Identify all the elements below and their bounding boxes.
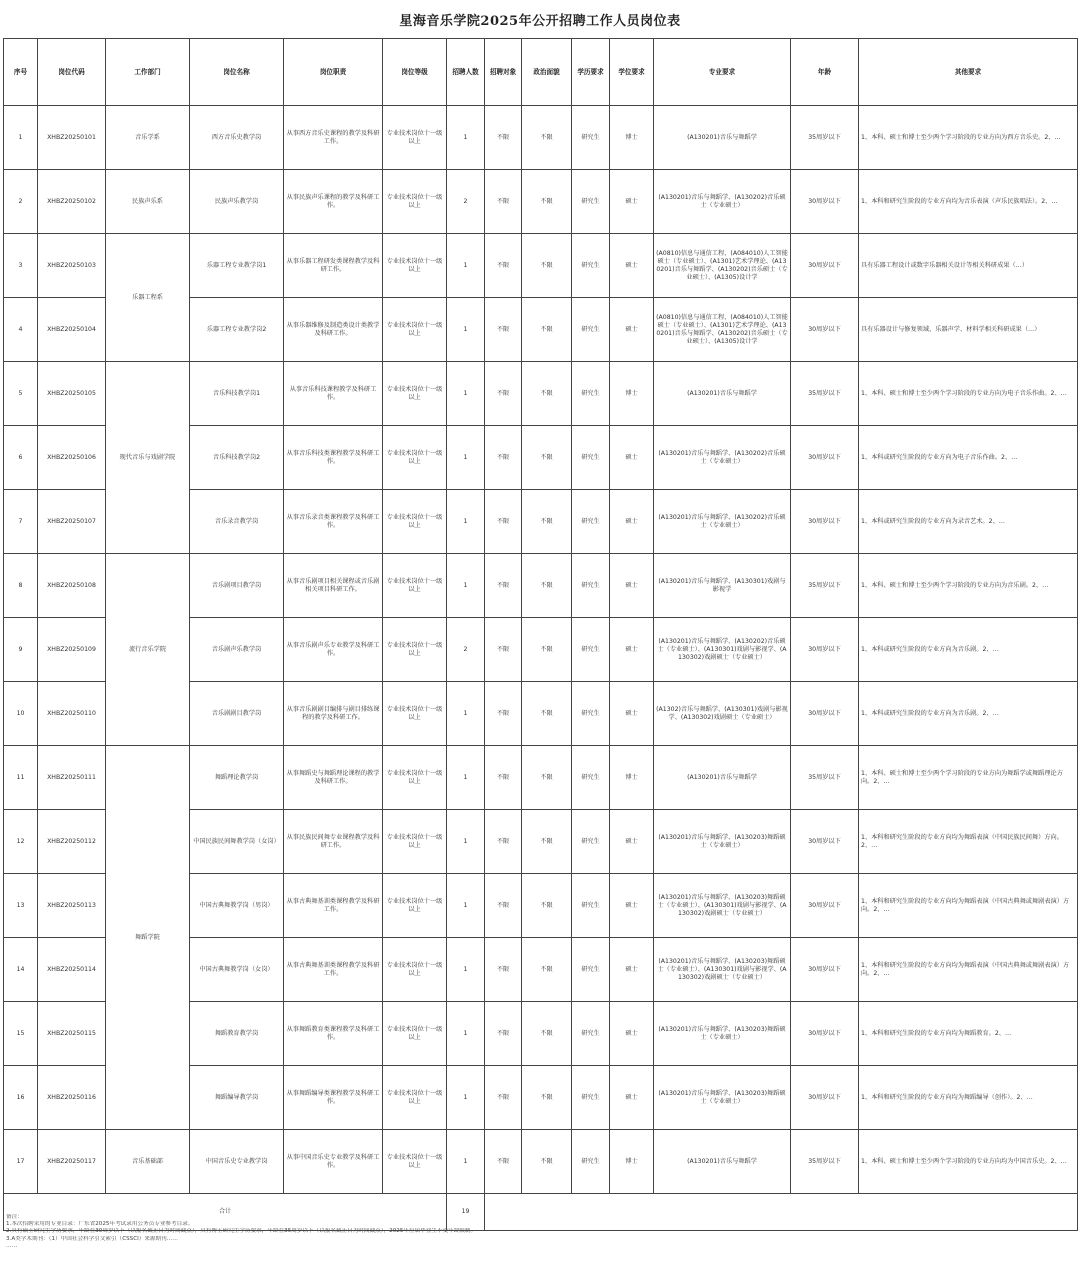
hire-target: 不限 (485, 938, 522, 1002)
row-number: 7 (4, 490, 38, 554)
position-duty: 从事音乐剧剧目编排与剧目排练课程的教学及科研工作。 (284, 682, 383, 746)
position-name: 音乐剧声乐教学岗 (190, 618, 284, 682)
hire-target: 不限 (485, 810, 522, 874)
total-label: 合计 (4, 1194, 447, 1231)
position-duty: 从事音乐剧声乐专业教学及科研工作。 (284, 618, 383, 682)
position-level: 专业技术岗位十一级以上 (383, 1002, 447, 1066)
position-code: XHBZ20250117 (38, 1130, 106, 1194)
degree-requirement: 硕士 (610, 234, 654, 298)
hire-target: 不限 (485, 618, 522, 682)
row-number: 15 (4, 1002, 38, 1066)
department: 乐器工程系 (106, 234, 190, 362)
table-row (4, 362, 1078, 426)
note-line: 3.A类学术期刊：（1）中国社会科学引文索引（CSSCI）来源期刊…… (6, 1235, 178, 1242)
political-status: 不限 (522, 1002, 572, 1066)
table-row (4, 106, 1078, 170)
col-header: 岗位名称 (190, 39, 284, 106)
note-line: 2.具有硕士研究生学历要求，年龄在30周岁以下（以报名截止日为时间截点），具有博士研究生学历要求，年龄在35周岁以下（以报名截止日为时间截点），2025年应届毕业生不受年龄限制。 (6, 1228, 477, 1235)
hire-count: 1 (447, 1002, 485, 1066)
age-requirement: 30周岁以下 (791, 490, 859, 554)
hire-target: 不限 (485, 170, 522, 234)
political-status: 不限 (522, 874, 572, 938)
position-name: 音乐剧剧目教学岗 (190, 682, 284, 746)
hire-target: 不限 (485, 426, 522, 490)
major-requirement: (A130201)音乐与舞蹈学、(A130203)舞蹈硕士（专业硕士）、(A130301)戏剧与影视学、(A130302)戏剧硕士（专业硕士） (654, 874, 791, 938)
position-name: 舞蹈理论教学岗 (190, 746, 284, 810)
position-duty: 从事乐器工程研发类课程教学及科研工作。 (284, 234, 383, 298)
education-requirement: 研究生 (572, 618, 610, 682)
degree-requirement: 硕士 (610, 426, 654, 490)
row-number: 12 (4, 810, 38, 874)
political-status: 不限 (522, 426, 572, 490)
position-level: 专业技术岗位十一级以上 (383, 490, 447, 554)
other-requirement: 1、本科、硕士和博士至少两个学习阶段的专业方向为音乐剧。2、… (859, 554, 1078, 618)
position-level: 专业技术岗位十一级以上 (383, 298, 447, 362)
col-header: 招聘人数 (447, 39, 485, 106)
degree-requirement: 博士 (610, 362, 654, 426)
col-header: 政治面貌 (522, 39, 572, 106)
political-status: 不限 (522, 554, 572, 618)
hire-count: 1 (447, 490, 485, 554)
position-level: 专业技术岗位十一级以上 (383, 810, 447, 874)
row-number: 2 (4, 170, 38, 234)
hire-count: 1 (447, 874, 485, 938)
major-requirement: (A130201)音乐与舞蹈学、(A130203)舞蹈硕士（专业硕士） (654, 810, 791, 874)
major-requirement: (A130201)音乐与舞蹈学 (654, 362, 791, 426)
row-number: 13 (4, 874, 38, 938)
header-row (4, 39, 1078, 106)
row-number: 4 (4, 298, 38, 362)
education-requirement: 研究生 (572, 362, 610, 426)
major-requirement: (A130201)音乐与舞蹈学、(A130202)音乐硕士（专业硕士） (654, 170, 791, 234)
department: 民族声乐系 (106, 170, 190, 234)
hire-target: 不限 (485, 490, 522, 554)
position-code: XHBZ20250112 (38, 810, 106, 874)
row-number: 9 (4, 618, 38, 682)
position-level: 专业技术岗位十一级以上 (383, 746, 447, 810)
position-code: XHBZ20250116 (38, 1066, 106, 1130)
other-requirement: 1、本科和研究生阶段的专业方向均为舞蹈表演（中国古典舞或舞剧表演）方向。2、… (859, 938, 1078, 1002)
position-name: 西方音乐史教学岗 (190, 106, 284, 170)
major-requirement: (A130201)音乐与舞蹈学 (654, 1130, 791, 1194)
position-code: XHBZ20250103 (38, 234, 106, 298)
page-title: 星海音乐学院2025年公开招聘工作人员岗位表 (399, 14, 681, 29)
other-requirement: 1、本科和研究生阶段的专业方向均为舞蹈编导（创作）。2、… (859, 1066, 1078, 1130)
degree-requirement: 博士 (610, 1130, 654, 1194)
hire-count: 1 (447, 682, 485, 746)
hire-target: 不限 (485, 554, 522, 618)
note-line: …… (6, 1242, 18, 1249)
position-name: 中国民族民间舞教学岗（女岗） (190, 810, 284, 874)
hire-count: 1 (447, 1130, 485, 1194)
col-header: 学位要求 (610, 39, 654, 106)
political-status: 不限 (522, 1130, 572, 1194)
major-requirement: (A130201)音乐与舞蹈学、(A130203)舞蹈硕士（专业硕士） (654, 1002, 791, 1066)
department: 流行音乐学院 (106, 554, 190, 746)
degree-requirement: 硕士 (610, 938, 654, 1002)
major-requirement: (A130201)音乐与舞蹈学、(A130301)戏剧与影视学 (654, 554, 791, 618)
position-name: 舞蹈教育教学岗 (190, 1002, 284, 1066)
age-requirement: 30周岁以下 (791, 234, 859, 298)
row-number: 1 (4, 106, 38, 170)
department: 现代音乐与戏剧学院 (106, 362, 190, 554)
hire-count: 1 (447, 362, 485, 426)
hire-count: 1 (447, 234, 485, 298)
col-header: 年龄 (791, 39, 859, 106)
degree-requirement: 博士 (610, 106, 654, 170)
position-duty: 从事西方音乐史课程的教学及科研工作。 (284, 106, 383, 170)
hire-target: 不限 (485, 298, 522, 362)
position-code: XHBZ20250115 (38, 1002, 106, 1066)
education-requirement: 研究生 (572, 554, 610, 618)
department: 音乐基础部 (106, 1130, 190, 1194)
hire-target: 不限 (485, 682, 522, 746)
position-duty: 从事舞蹈教育类课程教学及科研工作。 (284, 1002, 383, 1066)
position-duty: 从事音乐科技类课程教学及科研工作。 (284, 426, 383, 490)
political-status: 不限 (522, 938, 572, 1002)
political-status: 不限 (522, 298, 572, 362)
position-code: XHBZ20250113 (38, 874, 106, 938)
degree-requirement: 硕士 (610, 618, 654, 682)
position-name: 音乐科技教学岗1 (190, 362, 284, 426)
major-requirement: (A130201)音乐与舞蹈学、(A130202)音乐硕士（专业硕士） (654, 426, 791, 490)
hire-target: 不限 (485, 1130, 522, 1194)
position-duty: 从事乐器维修及制造类设计类教学及科研工作。 (284, 298, 383, 362)
political-status: 不限 (522, 618, 572, 682)
position-duty: 从事音乐录音类课程教学及科研工作。 (284, 490, 383, 554)
position-code: XHBZ20250104 (38, 298, 106, 362)
other-requirement: 1、本科或研究生阶段的专业方向为录音艺术。2、… (859, 490, 1078, 554)
position-level: 专业技术岗位十一级以上 (383, 554, 447, 618)
hire-count: 1 (447, 810, 485, 874)
other-requirement: 1、本科、硕士和博士至少两个学习阶段的专业方向为电子音乐作曲。2、… (859, 362, 1078, 426)
major-requirement: (A130201)音乐与舞蹈学 (654, 746, 791, 810)
table-row (4, 1130, 1078, 1194)
other-requirement: 具有乐器工程设计或数字乐器相关设计等相关科研成果（…） (859, 234, 1078, 298)
education-requirement: 研究生 (572, 1066, 610, 1130)
hire-target: 不限 (485, 1002, 522, 1066)
position-duty: 从事古典舞基训类课程教学及科研工作。 (284, 938, 383, 1002)
major-requirement: (A130201)音乐与舞蹈学、(A130203)舞蹈硕士（专业硕士） (654, 1066, 791, 1130)
degree-requirement: 硕士 (610, 298, 654, 362)
position-code: XHBZ20250105 (38, 362, 106, 426)
education-requirement: 研究生 (572, 874, 610, 938)
col-header: 岗位等级 (383, 39, 447, 106)
age-requirement: 30周岁以下 (791, 618, 859, 682)
degree-requirement: 博士 (610, 746, 654, 810)
age-requirement: 30周岁以下 (791, 682, 859, 746)
hire-target: 不限 (485, 746, 522, 810)
major-requirement: (A0810)信息与通信工程、(A084010)人工智能硕士（专业硕士）、(A1301)艺术学理论、(A130201)音乐与舞蹈学、(A130202)音乐硕士（专业硕士）、(A1305)设计学 (654, 298, 791, 362)
hire-target: 不限 (485, 362, 522, 426)
row-number: 14 (4, 938, 38, 1002)
row-number: 8 (4, 554, 38, 618)
hire-count: 2 (447, 618, 485, 682)
table-row (4, 554, 1078, 618)
row-number: 6 (4, 426, 38, 490)
degree-requirement: 硕士 (610, 490, 654, 554)
position-level: 专业技术岗位十一级以上 (383, 874, 447, 938)
education-requirement: 研究生 (572, 426, 610, 490)
position-name: 中国古典舞教学岗（男岗） (190, 874, 284, 938)
position-duty: 从事中国音乐史专业教学及科研工作。 (284, 1130, 383, 1194)
hire-count: 1 (447, 106, 485, 170)
education-requirement: 研究生 (572, 810, 610, 874)
hire-count: 2 (447, 170, 485, 234)
age-requirement: 35周岁以下 (791, 1130, 859, 1194)
age-requirement: 30周岁以下 (791, 298, 859, 362)
position-duty: 从事舞蹈编导类课程教学及科研工作。 (284, 1066, 383, 1130)
table-row (4, 746, 1078, 810)
notes (6, 1214, 1074, 1250)
note-line: 1.本次招聘采用的专业目录：广东省2025年考试录用公务员专业参考目录。 (6, 1221, 194, 1228)
col-header: 学历要求 (572, 39, 610, 106)
degree-requirement: 硕士 (610, 874, 654, 938)
col-header: 招聘对象 (485, 39, 522, 106)
hire-target: 不限 (485, 234, 522, 298)
hire-count: 1 (447, 554, 485, 618)
col-header: 专业要求 (654, 39, 791, 106)
position-level: 专业技术岗位十一级以上 (383, 618, 447, 682)
position-level: 专业技术岗位十一级以上 (383, 1066, 447, 1130)
position-code: XHBZ20250107 (38, 490, 106, 554)
col-header: 岗位代码 (38, 39, 106, 106)
education-requirement: 研究生 (572, 1002, 610, 1066)
education-requirement: 研究生 (572, 298, 610, 362)
other-requirement: 1、本科和研究生阶段的专业方向均为音乐表演（声乐民族唱法）。2、… (859, 170, 1078, 234)
education-requirement: 研究生 (572, 490, 610, 554)
row-number: 17 (4, 1130, 38, 1194)
row-number: 10 (4, 682, 38, 746)
position-level: 专业技术岗位十一级以上 (383, 362, 447, 426)
other-requirement: 1、本科、硕士和博士至少两个学习阶段的专业方向为西方音乐史。2、… (859, 106, 1078, 170)
political-status: 不限 (522, 362, 572, 426)
row-number: 5 (4, 362, 38, 426)
row-number: 16 (4, 1066, 38, 1130)
position-duty: 从事民族民间舞专业课程教学及科研工作。 (284, 810, 383, 874)
position-level: 专业技术岗位十一级以上 (383, 938, 447, 1002)
position-name: 乐器工程专业教学岗2 (190, 298, 284, 362)
col-header: 序号 (4, 39, 38, 106)
position-code: XHBZ20250106 (38, 426, 106, 490)
position-code: XHBZ20250114 (38, 938, 106, 1002)
hire-count: 1 (447, 938, 485, 1002)
position-duty: 从事音乐科技课程教学及科研工作。 (284, 362, 383, 426)
other-requirement: 1、本科或研究生阶段的专业方向为音乐剧。2、… (859, 682, 1078, 746)
hire-count: 1 (447, 298, 485, 362)
other-requirement: 1、本科和研究生阶段的专业方向均为舞蹈表演（中国古典舞或舞剧表演）方向。2、… (859, 874, 1078, 938)
hire-count: 1 (447, 746, 485, 810)
other-requirement: 1、本科、硕士和博士至少两个学习阶段的专业方向均为中国音乐史。2、… (859, 1130, 1078, 1194)
col-header: 岗位职责 (284, 39, 383, 106)
age-requirement: 30周岁以下 (791, 810, 859, 874)
political-status: 不限 (522, 490, 572, 554)
col-header: 工作部门 (106, 39, 190, 106)
row-number: 11 (4, 746, 38, 810)
age-requirement: 30周岁以下 (791, 874, 859, 938)
age-requirement: 35周岁以下 (791, 362, 859, 426)
hire-target: 不限 (485, 106, 522, 170)
position-name: 中国古典舞教学岗（女岗） (190, 938, 284, 1002)
age-requirement: 30周岁以下 (791, 1002, 859, 1066)
age-requirement: 30周岁以下 (791, 426, 859, 490)
major-requirement: (A130201)音乐与舞蹈学、(A130203)舞蹈硕士（专业硕士）、(A130301)戏剧与影视学、(A130302)戏剧硕士（专业硕士） (654, 938, 791, 1002)
position-code: XHBZ20250108 (38, 554, 106, 618)
position-table (3, 38, 1077, 1231)
other-requirement: 1、本科和研究生阶段的专业方向均为舞蹈教育。2、… (859, 1002, 1078, 1066)
age-requirement: 35周岁以下 (791, 106, 859, 170)
degree-requirement: 硕士 (610, 554, 654, 618)
political-status: 不限 (522, 106, 572, 170)
political-status: 不限 (522, 170, 572, 234)
position-duty: 从事民族声乐课程的教学及科研工作。 (284, 170, 383, 234)
other-requirement: 1、本科、硕士和博士至少两个学习阶段的专业方向为舞蹈学或舞蹈理论方向。2、… (859, 746, 1078, 810)
education-requirement: 研究生 (572, 106, 610, 170)
position-name: 舞蹈编导教学岗 (190, 1066, 284, 1130)
political-status: 不限 (522, 234, 572, 298)
political-status: 不限 (522, 746, 572, 810)
major-requirement: (A130201)音乐与舞蹈学 (654, 106, 791, 170)
position-level: 专业技术岗位十一级以上 (383, 1130, 447, 1194)
position-level: 专业技术岗位十一级以上 (383, 426, 447, 490)
degree-requirement: 硕士 (610, 682, 654, 746)
education-requirement: 研究生 (572, 234, 610, 298)
col-header: 其他要求 (859, 39, 1078, 106)
education-requirement: 研究生 (572, 746, 610, 810)
department: 音乐学系 (106, 106, 190, 170)
position-code: XHBZ20250109 (38, 618, 106, 682)
note-line: 备注： (6, 1214, 23, 1220)
political-status: 不限 (522, 682, 572, 746)
age-requirement: 30周岁以下 (791, 938, 859, 1002)
degree-requirement: 硕士 (610, 810, 654, 874)
political-status: 不限 (522, 1066, 572, 1130)
other-requirement: 1、本科和研究生阶段的专业方向均为舞蹈表演（中国民族民间舞）方向。2、… (859, 810, 1078, 874)
hire-target: 不限 (485, 1066, 522, 1130)
position-name: 乐器工程专业教学岗1 (190, 234, 284, 298)
position-level: 专业技术岗位十一级以上 (383, 106, 447, 170)
age-requirement: 30周岁以下 (791, 1066, 859, 1130)
age-requirement: 35周岁以下 (791, 746, 859, 810)
position-name: 音乐科技教学岗2 (190, 426, 284, 490)
position-duty: 从事音乐剧项目相关课程或音乐剧相关项目科研工作。 (284, 554, 383, 618)
age-requirement: 35周岁以下 (791, 554, 859, 618)
education-requirement: 研究生 (572, 170, 610, 234)
political-status: 不限 (522, 810, 572, 874)
hire-count: 1 (447, 1066, 485, 1130)
position-code: XHBZ20250110 (38, 682, 106, 746)
department: 舞蹈学院 (106, 746, 190, 1130)
table-row (4, 170, 1078, 234)
total-count: 19 (447, 1194, 485, 1231)
degree-requirement: 硕士 (610, 1002, 654, 1066)
position-duty: 从事舞蹈史与舞蹈理论课程的教学及科研工作。 (284, 746, 383, 810)
position-level: 专业技术岗位十一级以上 (383, 234, 447, 298)
major-requirement: (A1302)音乐与舞蹈学、(A130301)戏剧与影视学、(A130302)戏剧硕士（专业硕士） (654, 682, 791, 746)
degree-requirement: 硕士 (610, 1066, 654, 1130)
hire-count: 1 (447, 426, 485, 490)
education-requirement: 研究生 (572, 938, 610, 1002)
position-level: 专业技术岗位十一级以上 (383, 682, 447, 746)
position-name: 中国音乐史专业教学岗 (190, 1130, 284, 1194)
position-name: 音乐剧项目教学岗 (190, 554, 284, 618)
education-requirement: 研究生 (572, 1130, 610, 1194)
position-code: XHBZ20250102 (38, 170, 106, 234)
other-requirement: 1、本科或研究生阶段的专业方向为音乐剧。2、… (859, 618, 1078, 682)
position-name: 民族声乐教学岗 (190, 170, 284, 234)
table-row (4, 234, 1078, 298)
major-requirement: (A130201)音乐与舞蹈学、(A130202)音乐硕士（专业硕士）、(A130301)戏剧与影视学、(A130302)戏剧硕士（专业硕士） (654, 618, 791, 682)
other-requirement: 1、本科或研究生阶段的专业方向为电子音乐作曲。2、… (859, 426, 1078, 490)
education-requirement: 研究生 (572, 682, 610, 746)
major-requirement: (A130201)音乐与舞蹈学、(A130202)音乐硕士（专业硕士） (654, 490, 791, 554)
position-level: 专业技术岗位十一级以上 (383, 170, 447, 234)
position-code: XHBZ20250101 (38, 106, 106, 170)
major-requirement: (A0810)信息与通信工程、(A084010)人工智能硕士（专业硕士）、(A1301)艺术学理论、(A130201)音乐与舞蹈学、(A130202)音乐硕士（专业硕士）、(A1305)设计学 (654, 234, 791, 298)
position-name: 音乐录音教学岗 (190, 490, 284, 554)
degree-requirement: 硕士 (610, 170, 654, 234)
other-requirement: 具有乐器设计与修复领域、乐器声学、材料学相关科研成果（…） (859, 298, 1078, 362)
row-number: 3 (4, 234, 38, 298)
age-requirement: 30周岁以下 (791, 170, 859, 234)
hire-target: 不限 (485, 874, 522, 938)
position-code: XHBZ20250111 (38, 746, 106, 810)
position-duty: 从事古典舞基训类课程教学及科研工作。 (284, 874, 383, 938)
